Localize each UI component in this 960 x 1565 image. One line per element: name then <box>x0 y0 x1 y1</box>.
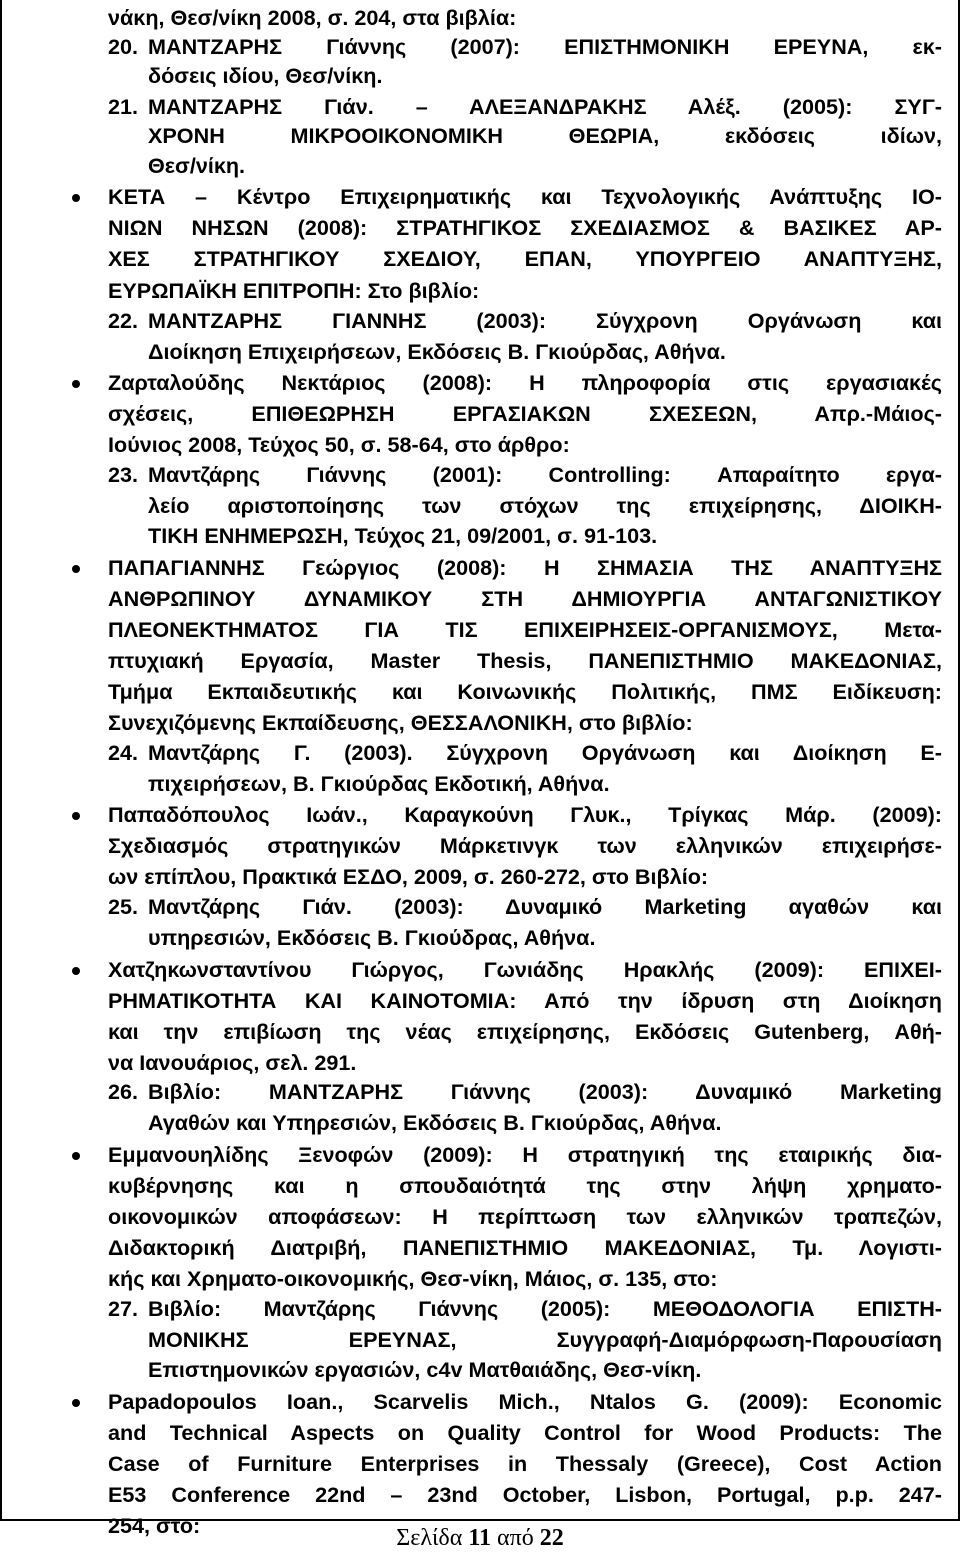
reference-text: Διοίκηση Επιχειρήσεων, Εκδόσεις Β. Γκιούρδας, Αθήνα. <box>148 339 726 364</box>
reference-line <box>108 4 942 32</box>
reference-text: ΠΑΠΑΓΙΑΝΝΗΣ Γεώργιος (2008): Η ΣΗΜΑΣΙΑ ΤΗΣ ΑΝΑΠΤΥΞΗΣ <box>108 555 942 580</box>
reference-text: σχέσεις, ΕΠΙΘΕΩΡΗΣΗ ΕΡΓΑΣΙΑΚΩΝ ΣΧΕΣΕΩΝ, Απρ.-Μάιος- <box>108 401 942 426</box>
reference-text: πιχειρήσεων, Β. Γκιούρδας Εκδοτική, Αθήνα. <box>148 771 610 796</box>
reference-text: ΧΡΟΝΗ ΜΙΚΡΟΟΙΚΟΝΟΜΙΚΗ ΘΕΩΡΙΑ, εκδόσεις ιδίων, <box>148 123 942 148</box>
reference-line <box>148 152 942 180</box>
reference-text: δόσεις ιδίου, Θεσ/νίκη. <box>148 63 383 88</box>
reference-text: ΧΕΣ ΣΤΡΑΤΗΓΙΚΟΥ ΣΧΕΔΙΟΥ, ΕΠΑΝ, ΥΠΟΥΡΓΕΙΟ ΑΝΑΠΤΥΞΗΣ, <box>108 246 942 271</box>
reference-line <box>148 522 942 550</box>
reference-number: 21. <box>108 94 139 119</box>
reference-line <box>148 770 942 798</box>
reference-line <box>108 183 942 211</box>
bullet-icon <box>72 380 80 388</box>
reference-text: Ιούνιος 2008, Τεύχος 50, σ. 58-64, στο άρθρο: <box>108 432 570 457</box>
reference-line <box>108 585 942 613</box>
reference-text: ΠΛΕΟΝΕΚΤΗΜΑΤΟΣ ΓΙΑ ΤΙΣ ΕΠΙΧΕΙΡΗΣΕΙΣ-ΟΡΓΑΝΙΣΜΟΥΣ, Μετα- <box>108 617 942 642</box>
reference-line <box>108 1419 942 1447</box>
numbered-reference-line <box>108 1078 942 1106</box>
bullet-icon <box>72 812 80 820</box>
reference-line <box>108 1018 942 1046</box>
reference-line <box>108 431 942 459</box>
reference-text: Βιβλίο: ΜΑΝΤΖΑΡΗΣ Γιάννης (2003): Δυναμικό Marketing <box>148 1079 942 1104</box>
numbered-reference-line <box>108 893 942 921</box>
reference-line <box>108 554 942 582</box>
reference-line <box>108 245 942 273</box>
numbered-reference-line <box>108 33 942 61</box>
reference-number: 27. <box>108 1296 139 1321</box>
footer-page-number: 11 <box>468 1525 491 1551</box>
reference-line <box>108 369 942 397</box>
reference-text: Μαντζάρης Γ. (2003). Σύγχρονη Οργάνωση και Διοίκηση Ε- <box>148 740 942 765</box>
reference-line <box>148 1109 942 1137</box>
reference-line <box>108 863 942 891</box>
reference-text: Αγαθών και Υπηρεσιών, Εκδόσεις Β. Γκιούρδας, Αθήνα. <box>148 1110 722 1135</box>
reference-text: ων επίπλου, Πρακτικά ΕΣΔΟ, 2009, σ. 260-272, στο Βιβλίο: <box>108 864 709 889</box>
numbered-reference-line <box>108 461 942 489</box>
reference-text: Βιβλίο: Μαντζάρης Γιάννης (2005): ΜΕΘΟΔΟΛΟΓΙΑ ΕΠΙΣΤΗ- <box>148 1296 942 1321</box>
reference-line <box>108 400 942 428</box>
reference-line <box>108 987 942 1015</box>
reference-text: ΤΙΚΗ ΕΝΗΜΕΡΩΣΗ, Τεύχος 21, 09/2001, σ. 91-103. <box>148 523 658 548</box>
reference-line <box>108 801 942 829</box>
reference-text: Εμμανουηλίδης Ξενοφών (2009): Η στρατηγική της εταιρικής δια- <box>108 1142 942 1167</box>
reference-text: ΕΥΡΩΠΑΪΚΗ ΕΠΙΤΡΟΠΗ: Στο βιβλίο: <box>108 278 480 303</box>
reference-text: Μαντζάρης Γιάννης (2001): Controlling: Απαραίτητο εργα- <box>148 462 942 487</box>
reference-text: ΜΑΝΤΖΑΡΗΣ Γιάννης (2007): ΕΠΙΣΤΗΜΟΝΙΚΗ ΕΡΕΥΝΑ, εκ- <box>148 34 942 59</box>
reference-text: ΚΕΤΑ – Κέντρο Επιχειρηματικής και Τεχνολογικής Ανάπτυξης ΙΟ- <box>108 184 942 209</box>
reference-text: υπηρεσιών, Εκδόσεις Β. Γκιούδρας, Αθήνα. <box>148 925 596 950</box>
reference-text: οικονομικών αποφάσεων: Η περίπτωση των ελληνικών τραπεζών, <box>108 1204 942 1229</box>
reference-text: Τμήμα Εκπαιδευτικής και Κοινωνικής Πολιτικής, ΠΜΣ Ειδίκευση: <box>108 679 942 704</box>
reference-text: ΜΟΝΙΚΗΣ ΕΡΕΥΝΑΣ, Συγγραφή-Διαμόρφωση-Παρουσίαση <box>148 1327 942 1352</box>
reference-line <box>108 1450 942 1478</box>
reference-number: 22. <box>108 308 139 333</box>
reference-line <box>148 1356 942 1384</box>
numbered-reference-line <box>108 307 942 335</box>
reference-line <box>148 924 942 952</box>
reference-line <box>108 214 942 242</box>
reference-line <box>108 277 942 305</box>
reference-text: κυβέρνησης και η σπουδαιότητά της στην λήψη χρηματο- <box>108 1173 942 1198</box>
reference-text: and Technical Aspects on Quality Control for Wood Products: The <box>108 1420 942 1445</box>
reference-line <box>108 956 942 984</box>
reference-line <box>148 62 942 90</box>
reference-text: ΜΑΝΤΖΑΡΗΣ ΓΙΑΝΝΗΣ (2003): Σύγχρονη Οργάνωση και <box>148 308 942 333</box>
footer-middle: από <box>491 1525 540 1551</box>
reference-text: λείο αριστοποίησης των στόχων της επιχείρησης, ΔΙΟΙΚΗ- <box>148 493 942 518</box>
reference-line <box>148 338 942 366</box>
reference-text: Συνεχιζόμενης Εκπαίδευσης, ΘΕΣΣΑΛΟΝΙΚΗ, στο βιβλίο: <box>108 710 693 735</box>
reference-text: ΝΙΩΝ ΝΗΣΩΝ (2008): ΣΤΡΑΤΗΓΙΚΟΣ ΣΧΕΔΙΑΣΜΟΣ & ΒΑΣΙΚΕΣ ΑΡ- <box>108 215 942 240</box>
reference-line <box>108 647 942 675</box>
reference-text: 254, στο: <box>108 1513 201 1538</box>
footer-prefix: Σελίδα <box>396 1525 469 1551</box>
reference-text: Σχεδιασμός στρατηγικών Μάρκετινγκ των ελληνικών επιχειρήσε- <box>108 833 942 858</box>
reference-number: 26. <box>108 1079 139 1104</box>
reference-text: νάκη, Θεσ/νίκη 2008, σ. 204, στα βιβλία: <box>108 5 517 30</box>
reference-text: Papadopoulos Ioan., Scarvelis Mich., Ntalos G. (2009): Economic <box>108 1389 942 1414</box>
reference-line <box>108 678 942 706</box>
reference-text: Case of Furniture Enterprises in Thessaly (Greece), Cost Action <box>108 1451 942 1476</box>
reference-text: Επιστημονικών εργασιών, c4v Ματθαιάδης, Θεσ-νίκη. <box>148 1357 702 1382</box>
footer-page-total: 22 <box>539 1525 564 1551</box>
reference-line <box>108 1481 942 1509</box>
reference-text: κής και Χρηματο-οικονομικής, Θεσ-νίκη, Μάιος, σ. 135, στο: <box>108 1266 718 1291</box>
reference-text: ΡΗΜΑΤΙΚΟΤΗΤΑ ΚΑΙ ΚΑΙΝΟΤΟΜΙΑ: Από την ίδρυση στη Διοίκηση <box>108 988 942 1013</box>
reference-line <box>108 709 942 737</box>
reference-line <box>108 1141 942 1169</box>
numbered-reference-line <box>108 739 942 767</box>
page-footer <box>0 1525 960 1552</box>
reference-text: Μαντζάρης Γιάν. (2003): Δυναμικό Marketing αγαθών και <box>148 894 942 919</box>
reference-text: να Ιανουάριος, σελ. 291. <box>108 1050 357 1075</box>
reference-text: ΑΝΘΡΩΠΙΝΟΥ ΔΥΝΑΜΙΚΟΥ ΣΤΗ ΔΗΜΙΟΥΡΓΙΑ ΑΝΤΑΓΩΝΙΣΤΙΚΟΥ <box>108 586 942 611</box>
reference-line <box>108 1172 942 1200</box>
reference-text: Διδακτορική Διατριβή, ΠΑΝΕΠΙΣΤΗΜΙΟ ΜΑΚΕΔΟΝΙΑΣ, Τμ. Λογιστι- <box>108 1235 942 1260</box>
reference-line <box>148 1326 942 1354</box>
reference-line <box>148 122 942 150</box>
reference-text: Θεσ/νίκη. <box>148 153 246 178</box>
numbered-reference-line <box>108 93 942 121</box>
bullet-icon <box>72 1399 80 1407</box>
reference-line <box>108 1234 942 1262</box>
reference-number: 24. <box>108 740 139 765</box>
reference-line <box>108 1203 942 1231</box>
reference-line <box>108 616 942 644</box>
reference-line <box>108 832 942 860</box>
reference-text: E53 Conference 22nd – 23nd October, Lisbon, Portugal, p.p. 247- <box>108 1482 942 1507</box>
reference-number: 23. <box>108 462 139 487</box>
reference-text: ΜΑΝΤΖΑΡΗΣ Γιάν. – ΑΛΕΞΑΝΔΡΑΚΗΣ Αλέξ. (2005): ΣΥΓ- <box>148 94 942 119</box>
reference-number: 20. <box>108 34 139 59</box>
numbered-reference-line <box>108 1295 942 1323</box>
reference-line <box>108 1049 942 1077</box>
bullet-icon <box>72 1152 80 1160</box>
reference-text: πτυχιακή Εργασία, Master Thesis, ΠΑΝΕΠΙΣΤΗΜΙΟ ΜΑΚΕΔΟΝΙΑΣ, <box>108 648 942 673</box>
bullet-icon <box>72 194 80 202</box>
bullet-icon <box>72 967 80 975</box>
reference-text: Παπαδόπουλος Ιωάν., Καραγκούνη Γλυκ., Τρίγκας Μάρ. (2009): <box>108 802 942 827</box>
reference-text: Ζαρταλούδης Νεκτάριος (2008): Η πληροφορία στις εργασιακές <box>108 370 942 395</box>
reference-line <box>148 492 942 520</box>
reference-line <box>108 1388 942 1416</box>
reference-number: 25. <box>108 894 139 919</box>
bullet-icon <box>72 565 80 573</box>
reference-text: Χατζηκωνσταντίνου Γιώργος, Γωνιάδης Ηρακλής (2009): ΕΠΙΧΕΙ- <box>108 957 942 982</box>
reference-text: και την επιβίωση της νέας επιχείρησης, Εκδόσεις Gutenberg, Αθή- <box>108 1019 942 1044</box>
reference-line <box>108 1265 942 1293</box>
